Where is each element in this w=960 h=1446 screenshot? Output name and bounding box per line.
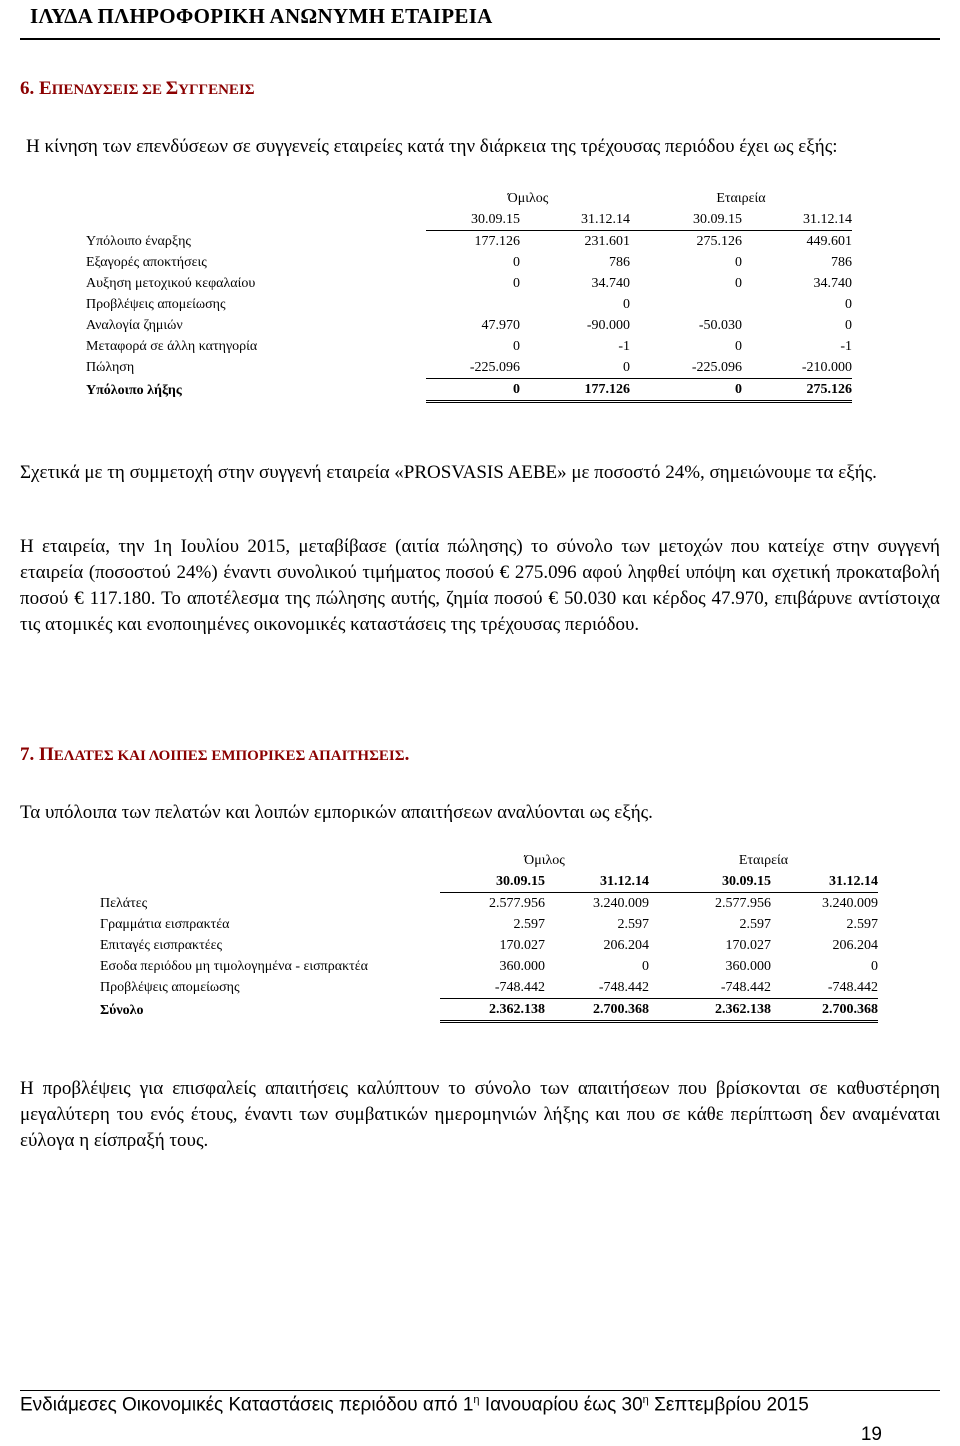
table-row: Επιταγές εισπρακτέες 170.027 206.204 170.027 206.204 [100, 938, 878, 953]
footer-rule [20, 1390, 940, 1391]
section-6-paragraph-1: Σχετικά με τη συμμετοχή στην συγγενή εταιρεία «PROSVASIS AEBE» με ποσοστό 24%, σημειώνουμε τα εξής. [20, 462, 877, 483]
table-row: Εσοδα περιόδου μη τιμολογημένα - εισπρακτέα 360.000 0 360.000 0 [100, 959, 878, 974]
table-row: Υπόλοιπο έναρξης 177.126 231.601 275.126 449.601 [86, 233, 852, 249]
group-header-group: Όμιλος [524, 853, 565, 868]
section-7-intro: Τα υπόλοιπα των πελατών και λοιπών εμπορικών απαιτήσεων αναλύονται ως εξής. [20, 802, 653, 823]
date-header: 30.09.15 [440, 871, 545, 893]
receivables-table [100, 850, 878, 1023]
table-row: Αυξηση μετοχικού κεφαλαίου 0 34.740 0 34.740 [86, 276, 852, 291]
section-6-paragraph-2: Η εταιρεία, την 1η Ιουλίου 2015, μεταβίβασε (αιτία πώλησης) το σύνολο των μετοχών που κατείχε στην συγγενή εταιρεία (ποσοστού 24%) έναντι συνολικού τιμήματος ποσού € 275.096 αφού ληφθεί υπόψη και σχετική προκαταβολή ποσού € 117.180. Το αποτέλεσμα της πώλησης αυτής, ζημία ποσού € 50.030 και κέρδος 47.970, επιβάρυνε αντίστοιχα τις ατομικές και ενοποιημένες οικονομικές καταστάσεις της τρέχουσας περιόδου. [20, 536, 940, 635]
section-6-intro: Η κίνηση των επενδύσεων σε συγγενείς εταιρείες κατά την διάρκεια της τρέχουσας περιόδου έχει ως εξής: [26, 136, 838, 157]
group-header-company: Εταιρεία [716, 191, 766, 206]
date-header: 31.12.14 [545, 871, 649, 893]
page-number: 19 [860, 1424, 882, 1445]
date-header: 30.09.15 [630, 209, 742, 231]
table-row: Προβλέψεις απομείωσης -748.442 -748.442 -748.442 -748.442 [100, 980, 878, 996]
date-header: 30.09.15 [649, 871, 771, 893]
section-6-title: 6. ΕΠΕΝΔΥΣΕΙΣ ΣΕ ΣΥΓΓΕΝΕΙΣ [20, 78, 255, 99]
section-7-paragraph-1: Η προβλέψεις για επισφαλείς απαιτήσεις καλύπτουν το σύνολο των απαιτήσεων που βρίσκονται σε καθυστέρηση μεγαλύτερη του ενός έτους, έναντι των συμβατικών ημερομηνιών λήξης και που σε κάθε περίπτωση δεν αναμέναται εύλογα η είσπραξή τους. [20, 1078, 940, 1151]
group-header-group: Όμιλος [507, 191, 549, 206]
table-row: Αναλογία ζημιών 47.970 -90.000 -50.030 0 [86, 318, 852, 333]
page-footer: Ενδιάμεσες Οικονομικές Καταστάσεις περιόδου από $1^\eta$ Ιανουαρίου έως $30^\eta$ Σεπτεμβρίου 2015 [20, 1394, 809, 1416]
date-header: 30.09.15 [426, 209, 520, 231]
table-row: Εξαγορές αποκτήσεις 0 786 0 786 [86, 255, 852, 270]
date-header: 31.12.14 [742, 209, 852, 231]
table-row: Πώληση -225.096 0 -225.096 -210.000 [86, 360, 852, 376]
table-row: Γραμμάτια εισπρακτέα 2.597 2.597 2.597 2.597 [100, 917, 878, 932]
group-header-company: Εταιρεία [738, 853, 789, 868]
section-7-title: 7. ΠΕΛΑΤΕΣ ΚΑΙ ΛΟΙΠΕΣ ΕΜΠΟΡΙΚΕΣ ΑΠΑΙΤΗΣΕΙΣ. [20, 744, 410, 765]
date-header: 31.12.14 [771, 871, 878, 893]
table-row: Μεταφορά σε άλλη κατηγορία 0 -1 0 -1 [86, 339, 852, 354]
date-header: 31.12.14 [520, 209, 630, 231]
table-total-row: Σύνολο 2.362.138 2.700.368 2.362.138 2.700.368 [100, 999, 878, 1022]
company-header: ΙΛΥΔΑ ΠΛΗΡΟΦΟΡΙΚΗ ΑΝΩΝΥΜΗ ΕΤΑΙΡΕΙΑ [30, 4, 493, 28]
table-total-row: Υπόλοιπο λήξης 0 177.126 0 275.126 [86, 379, 852, 402]
table-row: Πελάτες 2.577.956 3.240.009 2.577.956 3.240.009 [100, 895, 878, 911]
table-row: Προβλέψεις απομείωσης 0 0 [86, 297, 852, 312]
header-rule [20, 38, 940, 40]
investments-table [86, 188, 852, 403]
